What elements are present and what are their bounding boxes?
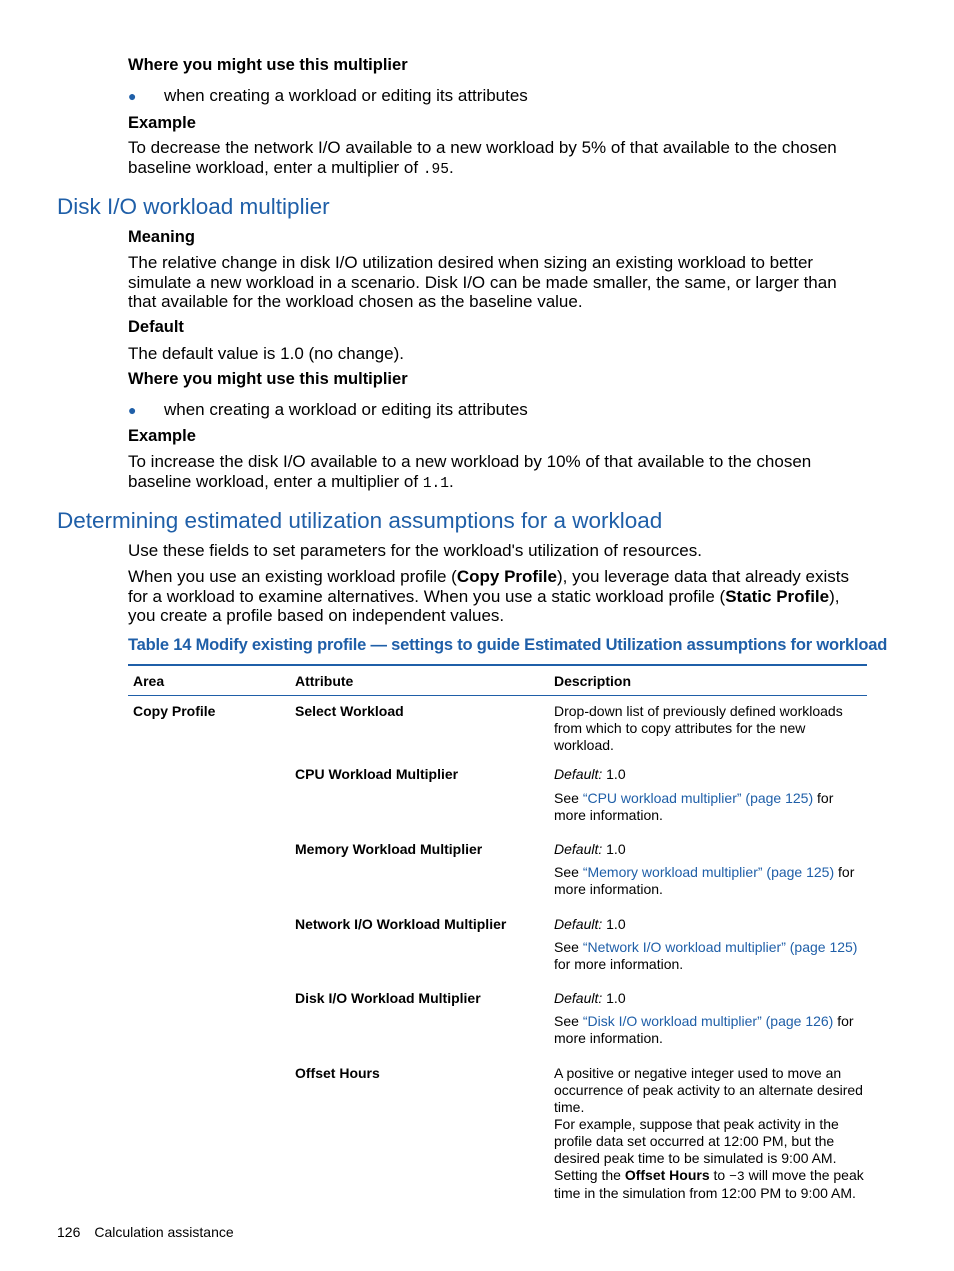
bullet-icon: ●	[128, 402, 137, 418]
list-item	[128, 400, 528, 420]
see-line: See “Disk I/O workload multiplier” (page 126) for more information.	[554, 1013, 854, 1046]
list-item	[128, 86, 528, 106]
code-value: .95	[422, 161, 449, 178]
default-line: Default: 1.0	[554, 766, 626, 782]
table-caption: Table 14 Modify existing profile — settings to guide Estimated Utilization assumptions for workload	[128, 636, 888, 654]
header-attribute: Attribute	[295, 673, 354, 689]
see-line: See “Memory workload multiplier” (page 125) for more information.	[554, 864, 855, 897]
example-paragraph: To increase the disk I/O available to a new workload by 10% of that available to the chosen baseline workload, enter a multiplier of 1.1.	[128, 452, 812, 492]
attribute-cell: Disk I/O Workload Multiplier	[295, 990, 481, 1006]
section-title-disk: Disk I/O workload multiplier	[57, 194, 330, 219]
attribute-cell: Network I/O Workload Multiplier	[295, 916, 507, 932]
default-line: Default: 1.0	[554, 841, 626, 857]
intro-paragraph: Use these fields to set parameters for the workload's utilization of resources.	[128, 541, 702, 560]
section-title-determining: Determining estimated utilization assumptions for a workload	[57, 508, 663, 533]
bullet-text: when creating a workload or editing its attributes	[164, 86, 528, 105]
area-cell: Copy Profile	[133, 703, 216, 719]
profile-paragraph: When you use an existing workload profile (Copy Profile), you leverage data that already exists for a workload to examine alternatives. When you use a static workload profile (Static Profile), you create a profile based on independent values.	[128, 567, 849, 625]
default-line: Default: 1.0	[554, 990, 626, 1006]
default-line: Default: 1.0	[554, 916, 626, 932]
cross-reference-link[interactable]: “Disk I/O workload multiplier” (page 126)	[582, 1013, 834, 1029]
header-description: Description	[554, 673, 632, 689]
default-paragraph: The default value is 1.0 (no change).	[128, 344, 404, 363]
cross-reference-link[interactable]: “Memory workload multiplier” (page 125)	[582, 864, 835, 880]
default-label: Default	[128, 318, 184, 336]
attribute-cell: CPU Workload Multiplier	[295, 766, 459, 782]
attribute-cell: Memory Workload Multiplier	[295, 841, 483, 857]
attribute-cell: Offset Hours	[295, 1065, 380, 1081]
table-top-rule	[128, 664, 867, 666]
where-label: Where you might use this multiplier	[128, 56, 408, 74]
description-cell: Drop-down list of previously defined workloads from which to copy attributes for the new workload.	[554, 703, 843, 753]
page-footer	[57, 1224, 234, 1240]
example-label: Example	[128, 114, 196, 132]
meaning-paragraph: The relative change in disk I/O utilization desired when sizing an existing workload to better simulate a new workload in a scenario. Disk I/O can be made smaller, the same, or larger than that available for the workload chosen as the baseline value.	[128, 253, 837, 311]
see-line: See “CPU workload multiplier” (page 125) for more information.	[554, 790, 834, 823]
attribute-cell: Select Workload	[295, 703, 404, 719]
code-value: 1.1	[422, 475, 449, 492]
example-label: Example	[128, 427, 196, 445]
cross-reference-link[interactable]: “CPU workload multiplier” (page 125)	[582, 790, 814, 806]
bullet-text: when creating a workload or editing its attributes	[164, 400, 528, 419]
page-number: 126	[57, 1224, 81, 1240]
example-paragraph: To decrease the network I/O available to a new workload by 5% of that available to the chosen baseline workload, enter a multiplier of .95.	[128, 138, 837, 178]
where-label: Where you might use this multiplier	[128, 370, 408, 388]
footer-section: Calculation assistance	[94, 1224, 234, 1240]
table-header-rule	[128, 695, 867, 696]
meaning-label: Meaning	[128, 228, 195, 246]
header-area: Area	[133, 673, 165, 689]
see-line: See “Network I/O workload multiplier” (page 125) for more information.	[554, 939, 858, 972]
bullet-icon: ●	[128, 88, 137, 104]
cross-reference-link[interactable]: “Network I/O workload multiplier” (page 125)	[582, 939, 858, 955]
description-cell: A positive or negative integer used to move an occurrence of peak activity to an alternate desired time. For example, suppose that peak activity in the profile data set occurred at 12:00 PM, but the desired peak time to be simulated is 9:00 AM. Setting the Offset Hours to −3 will move the peak time in the simulation from 12:00 PM to 9:00 AM.	[554, 1065, 864, 1201]
